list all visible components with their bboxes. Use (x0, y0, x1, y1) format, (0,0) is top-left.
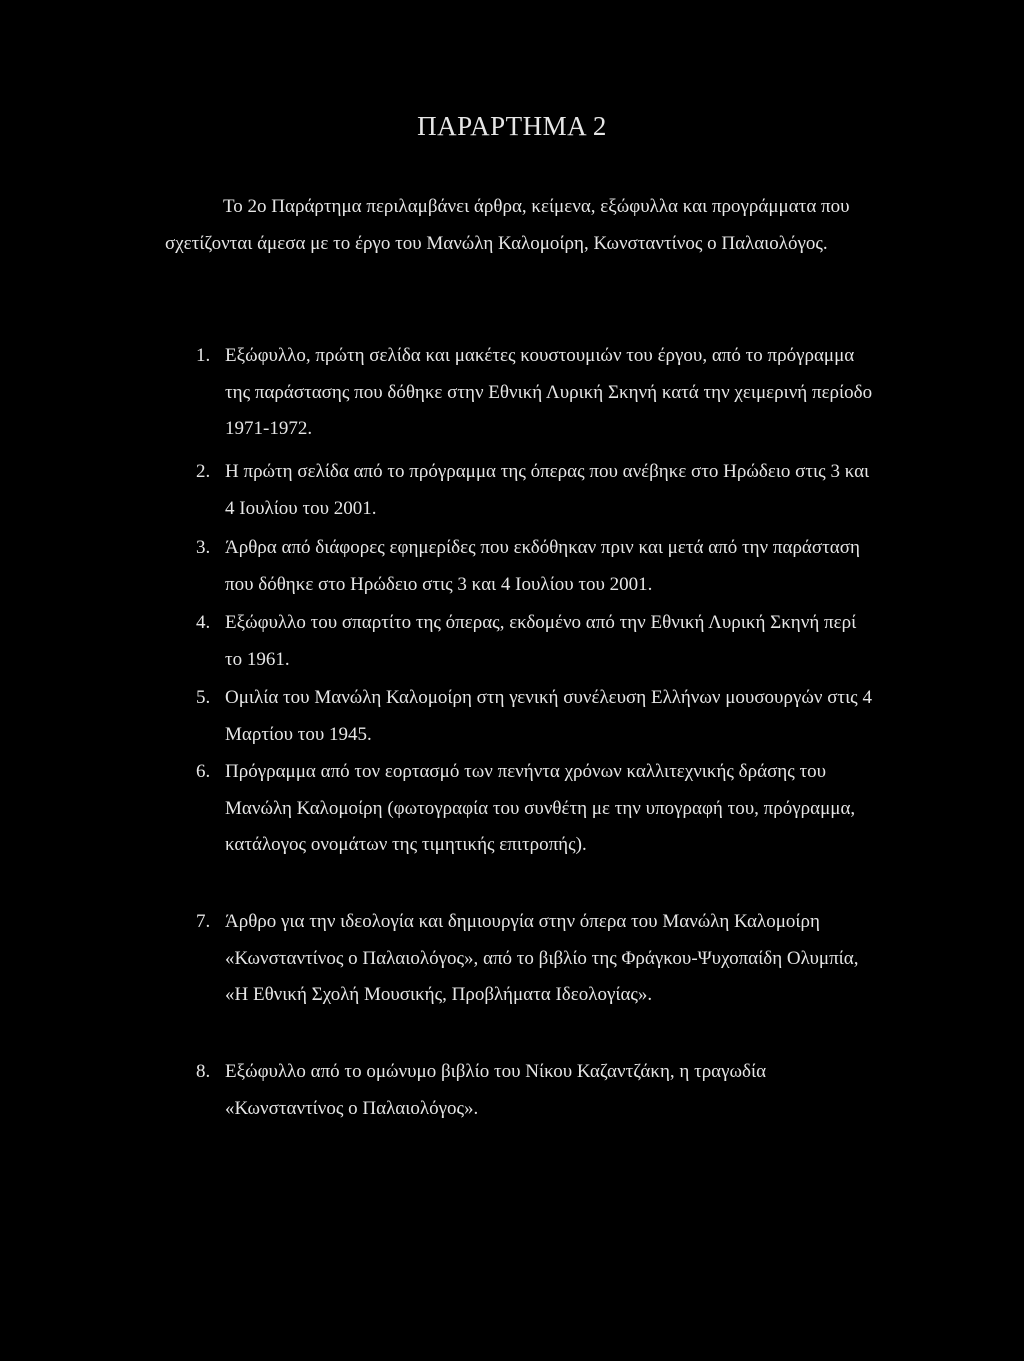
list-item (196, 904, 876, 1014)
list-item (196, 338, 876, 448)
intro-paragraph: Το 2ο Παράρτημα περιλαμβάνει άρθρα, κείμενα, εξώφυλλα και προγράμματα που σχετίζονται άμεσα με το έργο του Μανώλη Καλομοίρη, Κωνσταντίνος ο Παλαιολόγος. (165, 196, 850, 254)
list-item-number: 7. (196, 911, 211, 932)
list-item-number: 8. (196, 1061, 211, 1082)
list-item (196, 454, 876, 527)
page-title: ΠΑΡΑΡΤΗΜΑ 2 (417, 111, 607, 141)
list-item-text: Η πρώτη σελίδα από το πρόγραμμα της όπερας που ανέβηκε στο Ηρώδειο στις 3 και 4 Ιουλίου του 2001. (225, 461, 870, 519)
list-item (196, 605, 876, 678)
list-item (196, 680, 876, 753)
list-item-number: 4. (196, 612, 211, 633)
list-item-text: Άρθρο για την ιδεολογία και δημιουργία στην όπερα του Μανώλη Καλομοίρη «Κωνσταντίνος ο Παλαιολόγος», από το βιβλίο της Φράγκου-Ψυχοπαίδη Ολυμπία, «Η Εθνική Σχολή Μουσικής, Προβλήματα Ιδεολογίας». (225, 911, 859, 1006)
list-item-text: Άρθρα από διάφορες εφημερίδες που εκδόθηκαν πριν και μετά από την παράσταση που δόθηκε στο Ηρώδειο στις 3 και 4 Ιουλίου του 2001. (225, 537, 860, 595)
list-item-text: Εξώφυλλο, πρώτη σελίδα και μακέτες κουστουμιών του έργου, από το πρόγραμμα της παράστασης που δόθηκε στην Εθνική Λυρική Σκηνή κατά την χειμερινή περίοδο 1971-1972. (225, 345, 873, 440)
list-item-text: Εξώφυλλο του σπαρτίτο της όπερας, εκδομένο από την Εθνική Λυρική Σκηνή περί το 1961. (225, 612, 857, 670)
list-item-number: 1. (196, 345, 211, 366)
list-item-text: Πρόγραμμα από τον εορτασμό των πενήντα χρόνων καλλιτεχνικής δράσης του Μανώλη Καλομοίρη (φωτογραφία του συνθέτη με την υπογραφή του, πρόγραμμα, κατάλογος ονομάτων της τιμητικής επιτροπής). (225, 761, 856, 856)
list-item-number: 5. (196, 687, 211, 708)
list-item-text: Ομιλία του Μανώλη Καλομοίρη στη γενική συνέλευση Ελλήνων μουσουργών στις 4 Μαρτίου του 1945. (225, 687, 872, 745)
list-item-text: Εξώφυλλο από το ομώνυμο βιβλίο του Νίκου Καζαντζάκη, η τραγωδία «Κωνσταντίνος ο Παλαιολόγος». (225, 1061, 767, 1119)
list-item-number: 2. (196, 461, 211, 482)
list-item (196, 530, 876, 603)
list-item (196, 1054, 876, 1127)
list-item-number: 3. (196, 537, 211, 558)
list-item (196, 754, 876, 864)
list-item-number: 6. (196, 761, 211, 782)
